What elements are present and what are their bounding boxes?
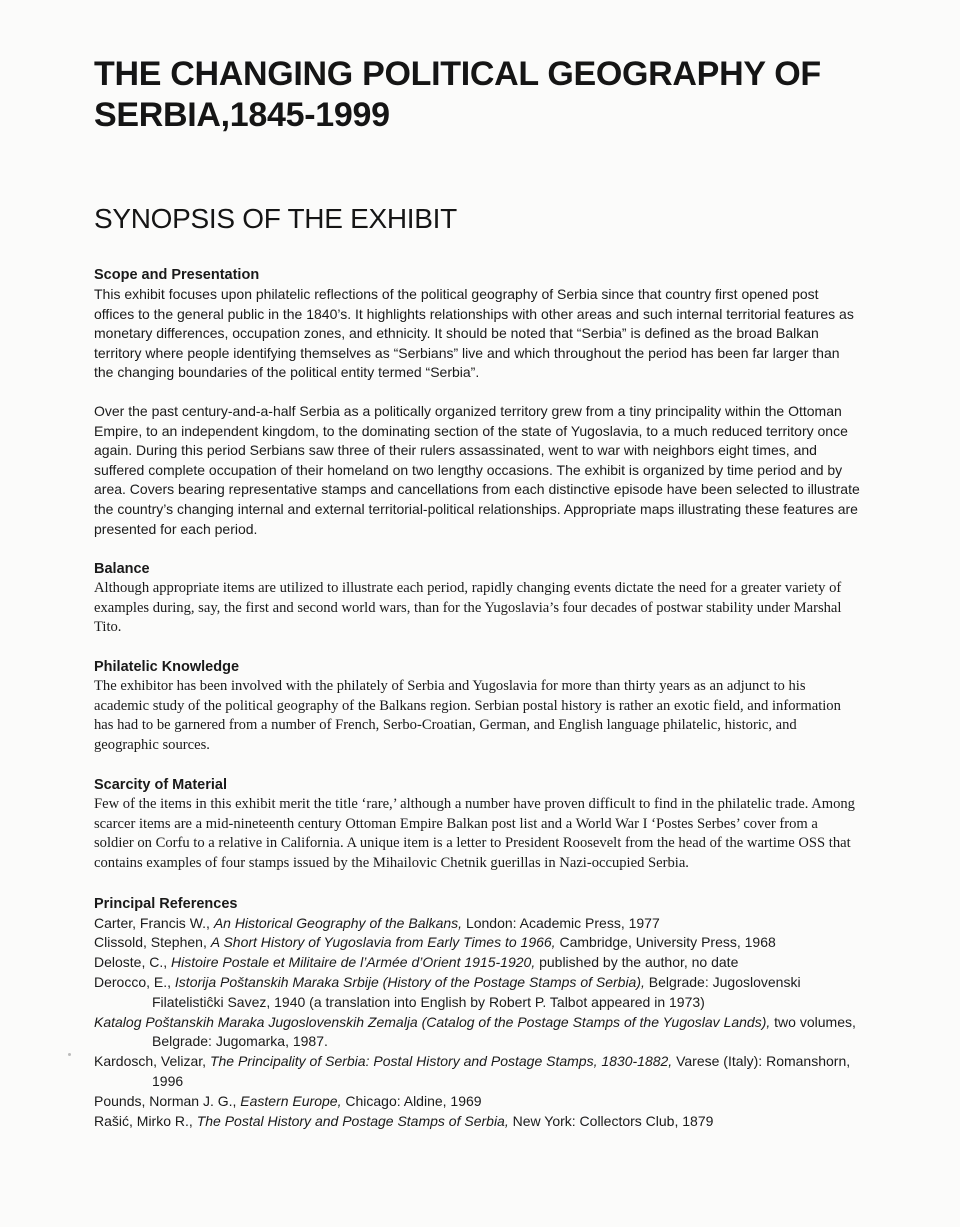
reference-title: The Principality of Serbia: Postal History and Postage Stamps, 1830-1882, <box>209 1053 673 1070</box>
reference-author: Clissold, Stephen, <box>94 934 211 951</box>
section-heading-scarcity: Scarcity of Material <box>94 777 227 794</box>
reference-item <box>94 1013 860 1053</box>
reference-title: A Short History of Yugoslavia from Early Times to 1966, <box>210 934 556 951</box>
section-history <box>94 402 860 539</box>
reference-publication: Belgrade: Jugoslovenski Filatelistiĉki Savez, 1940 (a translation into English by Robert P. Talbot appeared in 1973) <box>152 974 801 1010</box>
paper-speck <box>68 1053 71 1056</box>
section-body-scope: This exhibit focuses upon philatelic reflections of the political geography of Serbia since that country first opened post offices to the general public in the 1840’s. It highlights relationships with other areas and such internal territorial features as monetary differences, occupation zones, and ethnicity. It should be noted that “Serbia” is defined as the broad Balkan territory where people identifying themselves as “Serbians” live and which throughout the period has been far larger than the changing boundaries of the political entity termed “Serbia”. <box>94 286 854 381</box>
reference-title: Histoire Postale et Militaire de l’Armée d’Orient 1915-1920, <box>171 954 536 971</box>
section-scarcity <box>94 775 860 873</box>
reference-publication: London: Academic Press, 1977 <box>462 914 660 931</box>
section-heading-references: Principal References <box>94 895 238 912</box>
title-line-2: SERBIA,1845-1999 <box>94 96 390 134</box>
reference-item <box>94 973 860 1013</box>
reference-title: An Historical Geography of the Balkans, <box>213 914 463 931</box>
section-body-scarcity: Few of the items in this exhibit merit the title ‘rare,’ although a number have proven difficult to find in the philatelic trade. Among scarcer items are a mid-nineteenth century Ottoman Empire Balkan post list and a World War I ‘Postes Serbes’ cover from a soldier on Corfu to a relative in California. A unique item is a letter to President Roosevelt from the head of the wartime OSS that contains examples of four stamps issued by the Mihailovic Chetnik guerillas in Nazi-occupied Serbia. <box>94 796 855 872</box>
reference-title: Istorija Poštanskih Maraka Srbije (History of the Postage Stamps of Serbia), <box>174 974 645 991</box>
section-heading-knowledge: Philatelic Knowledge <box>94 658 240 675</box>
reference-publication: Chicago: Aldine, 1969 <box>341 1092 482 1109</box>
section-balance <box>94 559 860 638</box>
reference-author: Pounds, Norman J. G., <box>94 1092 241 1109</box>
document-subtitle: SYNOPSIS OF THE EXHIBIT <box>94 203 457 234</box>
section-body-balance: Although appropriate items are utilized to illustrate each period, rapidly changing events dictate the need for a greater variety of examples during, say, the first and second world wars, than for the Yugoslavia’s four decades of postwar stability under Marshal Tito. <box>94 580 842 636</box>
reference-publication: Cambridge, University Press, 1968 <box>555 934 776 951</box>
reference-publication: Varese (Italy): Romanshorn, 1996 <box>152 1053 851 1090</box>
section-heading-balance: Balance <box>94 561 150 578</box>
section-body-knowledge: The exhibitor has been involved with the philately of Serbia and Yugoslavia for more than thirty years as an adjunct to his academic study of the political geography of the Balkans region. Serbian postal history is rather an exotic field, and information has had to be garnered from a number of French, Serbo-Croatian, German, and English language philatelic, historic, and geographic sources. <box>94 677 841 753</box>
reference-title: The Postal History and Postage Stamps of Serbia, <box>196 1112 509 1129</box>
reference-author: Rašić, Mirko R., <box>94 1112 197 1129</box>
reference-item <box>94 914 860 934</box>
reference-title: Eastern Europe, <box>240 1092 342 1109</box>
reference-item <box>94 1092 860 1112</box>
reference-item <box>94 1112 860 1132</box>
title-line-1: THE CHANGING POLITICAL GEOGRAPHY OF <box>94 55 821 93</box>
reference-author: Carter, Francis W., <box>94 914 214 931</box>
reference-item <box>94 953 860 973</box>
reference-title: Katalog Poštanskih Maraka Jugoslovenskih Zemalja (Catalog of the Postage Stamps of the Yugoslav Lands), <box>94 1013 771 1030</box>
reference-item <box>94 1052 860 1092</box>
reference-author: Deloste, C., <box>94 954 172 971</box>
reference-publication: New York: Collectors Club, 1879 <box>508 1112 714 1129</box>
reference-publication: published by the author, no date <box>535 954 739 971</box>
section-references <box>94 894 860 1132</box>
references-list <box>94 914 860 1132</box>
section-heading-scope: Scope and Presentation <box>94 267 260 283</box>
section-body-history: Over the past century-and-a-half Serbia as a politically organized territory grew from a tiny principality within the Ottoman Empire, to an independent kingdom, to the dominating section of the state of Yugoslavia, to a much reduced territory once again. During this period Serbians saw three of their rulers assassinated, went to war with neighbors eight times, and suffered complete occupation of their homeland on two lengthy occasions. The exhibit is organized by time period and by area. Covers bearing representative stamps and cancellations from each distinctive episode have been selected to illustrate the country’s changing internal and external territorial-political relationships. Appropriate maps illustrating these features are presented for each period. <box>94 402 860 537</box>
reference-item <box>94 933 860 953</box>
section-knowledge <box>94 657 860 755</box>
reference-author: Derocco, E., <box>94 974 175 991</box>
reference-publication: two volumes, Belgrade: Jugomarka, 1987. <box>152 1013 856 1050</box>
document-title <box>94 54 860 136</box>
section-scope <box>94 265 860 383</box>
reference-author: Kardosch, Velizar, <box>94 1053 210 1070</box>
